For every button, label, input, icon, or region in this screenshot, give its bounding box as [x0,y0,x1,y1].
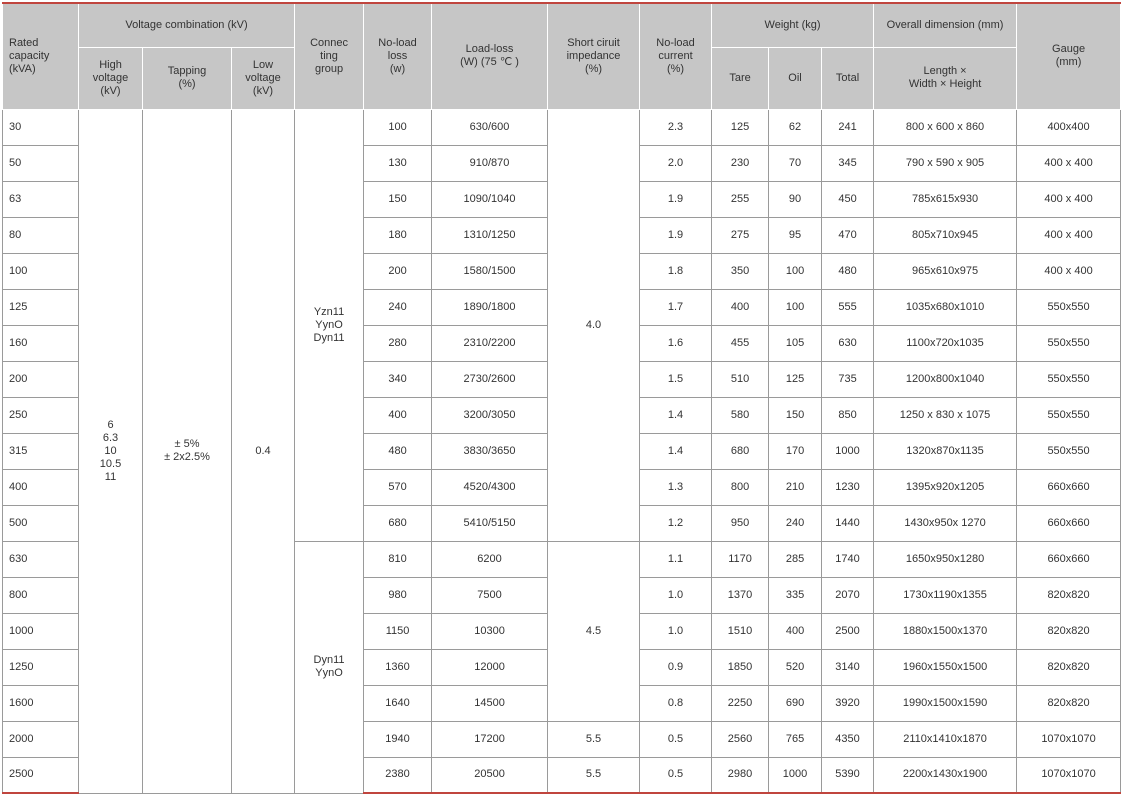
gauge-cell: 660x660 [1017,541,1121,577]
gauge-cell: 1070x1070 [1017,757,1121,793]
load-loss-cell: 2730/2600 [432,361,548,397]
header-oil: Oil [769,47,822,109]
header-weight: Weight (kg) [712,3,874,47]
rated-capacity-cell: 800 [3,577,79,613]
dimension-cell: 1880x1500x1370 [874,613,1017,649]
rated-capacity-cell: 100 [3,253,79,289]
rated-capacity-cell: 50 [3,145,79,181]
header-voltage-combination: Voltage combination (kV) [79,3,295,47]
load-loss-cell: 910/870 [432,145,548,181]
gauge-cell: 550x550 [1017,397,1121,433]
transformer-spec-table [2,2,1121,794]
impedance-cell: 4.0 [548,109,640,541]
rated-capacity-cell: 2000 [3,721,79,757]
gauge-cell: 550x550 [1017,289,1121,325]
no-load-current-cell: 1.1 [640,541,712,577]
gauge-cell: 550x550 [1017,325,1121,361]
no-load-current-cell: 1.4 [640,433,712,469]
no-load-current-cell: 1.8 [640,253,712,289]
no-load-loss-cell: 1940 [364,721,432,757]
no-load-current-cell: 0.9 [640,649,712,685]
header-short-circuit-impedance: Short ciruit impedance (%) [548,3,640,109]
no-load-loss-cell: 2380 [364,757,432,793]
no-load-current-cell: 1.9 [640,181,712,217]
total-weight-cell: 630 [822,325,874,361]
tare-weight-cell: 2980 [712,757,769,793]
dimension-cell: 805x710x945 [874,217,1017,253]
no-load-current-cell: 2.3 [640,109,712,145]
dimension-cell: 2200x1430x1900 [874,757,1017,793]
rated-capacity-cell: 400 [3,469,79,505]
rated-capacity-cell: 500 [3,505,79,541]
oil-weight-cell: 240 [769,505,822,541]
gauge-cell: 400 x 400 [1017,253,1121,289]
load-loss-cell: 1580/1500 [432,253,548,289]
dimension-cell: 1730x1190x1355 [874,577,1017,613]
header-tare: Tare [712,47,769,109]
total-weight-cell: 3920 [822,685,874,721]
dimension-cell: 790 x 590 x 905 [874,145,1017,181]
oil-weight-cell: 125 [769,361,822,397]
impedance-cell: 5.5 [548,721,640,757]
rated-capacity-cell: 2500 [3,757,79,793]
oil-weight-cell: 70 [769,145,822,181]
no-load-current-cell: 1.4 [640,397,712,433]
load-loss-cell: 1090/1040 [432,181,548,217]
rated-capacity-cell: 1600 [3,685,79,721]
tare-weight-cell: 2560 [712,721,769,757]
header-no-load-loss: No-load loss (w) [364,3,432,109]
total-weight-cell: 735 [822,361,874,397]
load-loss-cell: 5410/5150 [432,505,548,541]
load-loss-cell: 4520/4300 [432,469,548,505]
oil-weight-cell: 62 [769,109,822,145]
gauge-cell: 820x820 [1017,613,1121,649]
dimension-cell: 1250 x 830 x 1075 [874,397,1017,433]
dimension-cell: 1035x680x1010 [874,289,1017,325]
no-load-current-cell: 1.3 [640,469,712,505]
header-rated-capacity: Rated capacity (kVA) [3,3,79,109]
no-load-loss-cell: 1150 [364,613,432,649]
tare-weight-cell: 255 [712,181,769,217]
tare-weight-cell: 455 [712,325,769,361]
oil-weight-cell: 690 [769,685,822,721]
load-loss-cell: 10300 [432,613,548,649]
no-load-loss-cell: 1640 [364,685,432,721]
tare-weight-cell: 2250 [712,685,769,721]
no-load-loss-cell: 980 [364,577,432,613]
gauge-cell: 660x660 [1017,505,1121,541]
no-load-loss-cell: 180 [364,217,432,253]
tapping-cell: ± 5% ± 2x2.5% [143,109,232,793]
oil-weight-cell: 95 [769,217,822,253]
load-loss-cell: 1310/1250 [432,217,548,253]
tare-weight-cell: 1170 [712,541,769,577]
no-load-loss-cell: 240 [364,289,432,325]
oil-weight-cell: 100 [769,289,822,325]
tare-weight-cell: 950 [712,505,769,541]
load-loss-cell: 14500 [432,685,548,721]
total-weight-cell: 2500 [822,613,874,649]
tare-weight-cell: 230 [712,145,769,181]
total-weight-cell: 1440 [822,505,874,541]
tare-weight-cell: 510 [712,361,769,397]
no-load-loss-cell: 150 [364,181,432,217]
tare-weight-cell: 1370 [712,577,769,613]
header-overall-dimension: Overall dimension (mm) [874,3,1017,47]
dimension-cell: 1990x1500x1590 [874,685,1017,721]
header-no-load-current: No-load current (%) [640,3,712,109]
no-load-current-cell: 1.0 [640,613,712,649]
rated-capacity-cell: 200 [3,361,79,397]
no-load-current-cell: 0.5 [640,721,712,757]
impedance-cell: 4.5 [548,541,640,721]
oil-weight-cell: 105 [769,325,822,361]
oil-weight-cell: 400 [769,613,822,649]
gauge-cell: 660x660 [1017,469,1121,505]
no-load-loss-cell: 100 [364,109,432,145]
gauge-cell: 550x550 [1017,433,1121,469]
oil-weight-cell: 520 [769,649,822,685]
connecting-group-cell: Yzn11 YynO Dyn11 [295,109,364,541]
load-loss-cell: 7500 [432,577,548,613]
tare-weight-cell: 275 [712,217,769,253]
load-loss-cell: 20500 [432,757,548,793]
total-weight-cell: 241 [822,109,874,145]
total-weight-cell: 345 [822,145,874,181]
impedance-cell: 5.5 [548,757,640,793]
rated-capacity-cell: 125 [3,289,79,325]
gauge-cell: 1070x1070 [1017,721,1121,757]
total-weight-cell: 4350 [822,721,874,757]
tare-weight-cell: 800 [712,469,769,505]
no-load-current-cell: 0.5 [640,757,712,793]
no-load-loss-cell: 480 [364,433,432,469]
tare-weight-cell: 350 [712,253,769,289]
oil-weight-cell: 335 [769,577,822,613]
rated-capacity-cell: 80 [3,217,79,253]
total-weight-cell: 1740 [822,541,874,577]
total-weight-cell: 5390 [822,757,874,793]
gauge-cell: 400 x 400 [1017,145,1121,181]
oil-weight-cell: 285 [769,541,822,577]
header-load-loss: Load-loss (W) (75 ℃ ) [432,3,548,109]
header-total: Total [822,47,874,109]
gauge-cell: 400 x 400 [1017,181,1121,217]
total-weight-cell: 3140 [822,649,874,685]
total-weight-cell: 555 [822,289,874,325]
oil-weight-cell: 765 [769,721,822,757]
total-weight-cell: 850 [822,397,874,433]
low-voltage-cell: 0.4 [232,109,295,793]
oil-weight-cell: 90 [769,181,822,217]
no-load-current-cell: 1.0 [640,577,712,613]
tare-weight-cell: 1510 [712,613,769,649]
header-dimension-sub: Length × Width × Height [874,47,1017,109]
no-load-loss-cell: 340 [364,361,432,397]
no-load-current-cell: 1.6 [640,325,712,361]
dimension-cell: 1960x1550x1500 [874,649,1017,685]
no-load-current-cell: 1.9 [640,217,712,253]
total-weight-cell: 1230 [822,469,874,505]
load-loss-cell: 17200 [432,721,548,757]
high-voltage-cell: 6 6.3 10 10.5 11 [79,109,143,793]
load-loss-cell: 3830/3650 [432,433,548,469]
oil-weight-cell: 210 [769,469,822,505]
rated-capacity-cell: 630 [3,541,79,577]
header-high-voltage: High voltage (kV) [79,47,143,109]
dimension-cell: 2110x1410x1870 [874,721,1017,757]
tare-weight-cell: 400 [712,289,769,325]
no-load-current-cell: 1.2 [640,505,712,541]
no-load-current-cell: 1.5 [640,361,712,397]
dimension-cell: 965x610x975 [874,253,1017,289]
gauge-cell: 820x820 [1017,649,1121,685]
total-weight-cell: 480 [822,253,874,289]
rated-capacity-cell: 315 [3,433,79,469]
total-weight-cell: 470 [822,217,874,253]
gauge-cell: 820x820 [1017,577,1121,613]
no-load-current-cell: 2.0 [640,145,712,181]
dimension-cell: 785x615x930 [874,181,1017,217]
rated-capacity-cell: 160 [3,325,79,361]
no-load-loss-cell: 130 [364,145,432,181]
header-low-voltage: Low voltage (kV) [232,47,295,109]
tare-weight-cell: 680 [712,433,769,469]
connecting-group-cell: Dyn11 YynO [295,541,364,793]
load-loss-cell: 3200/3050 [432,397,548,433]
load-loss-cell: 1890/1800 [432,289,548,325]
gauge-cell: 550x550 [1017,361,1121,397]
rated-capacity-cell: 250 [3,397,79,433]
no-load-loss-cell: 680 [364,505,432,541]
no-load-loss-cell: 280 [364,325,432,361]
rated-capacity-cell: 63 [3,181,79,217]
header-connecting-group: Connec ting group [295,3,364,109]
header-tapping: Tapping (%) [143,47,232,109]
gauge-cell: 820x820 [1017,685,1121,721]
gauge-cell: 400 x 400 [1017,217,1121,253]
load-loss-cell: 630/600 [432,109,548,145]
no-load-loss-cell: 1360 [364,649,432,685]
rated-capacity-cell: 1000 [3,613,79,649]
dimension-cell: 1100x720x1035 [874,325,1017,361]
oil-weight-cell: 170 [769,433,822,469]
oil-weight-cell: 1000 [769,757,822,793]
total-weight-cell: 2070 [822,577,874,613]
tare-weight-cell: 1850 [712,649,769,685]
dimension-cell: 1430x950x 1270 [874,505,1017,541]
no-load-loss-cell: 400 [364,397,432,433]
rated-capacity-cell: 30 [3,109,79,145]
total-weight-cell: 1000 [822,433,874,469]
header-gauge: Gauge (mm) [1017,3,1121,109]
oil-weight-cell: 100 [769,253,822,289]
load-loss-cell: 6200 [432,541,548,577]
gauge-cell: 400x400 [1017,109,1121,145]
dimension-cell: 1395x920x1205 [874,469,1017,505]
oil-weight-cell: 150 [769,397,822,433]
tare-weight-cell: 125 [712,109,769,145]
table-header [3,3,1121,109]
no-load-current-cell: 1.7 [640,289,712,325]
total-weight-cell: 450 [822,181,874,217]
dimension-cell: 1320x870x1135 [874,433,1017,469]
tare-weight-cell: 580 [712,397,769,433]
dimension-cell: 1200x800x1040 [874,361,1017,397]
no-load-current-cell: 0.8 [640,685,712,721]
rated-capacity-cell: 1250 [3,649,79,685]
table-body [3,109,1121,793]
load-loss-cell: 2310/2200 [432,325,548,361]
load-loss-cell: 12000 [432,649,548,685]
no-load-loss-cell: 810 [364,541,432,577]
dimension-cell: 1650x950x1280 [874,541,1017,577]
no-load-loss-cell: 200 [364,253,432,289]
no-load-loss-cell: 570 [364,469,432,505]
dimension-cell: 800 x 600 x 860 [874,109,1017,145]
table-row [3,109,1121,145]
